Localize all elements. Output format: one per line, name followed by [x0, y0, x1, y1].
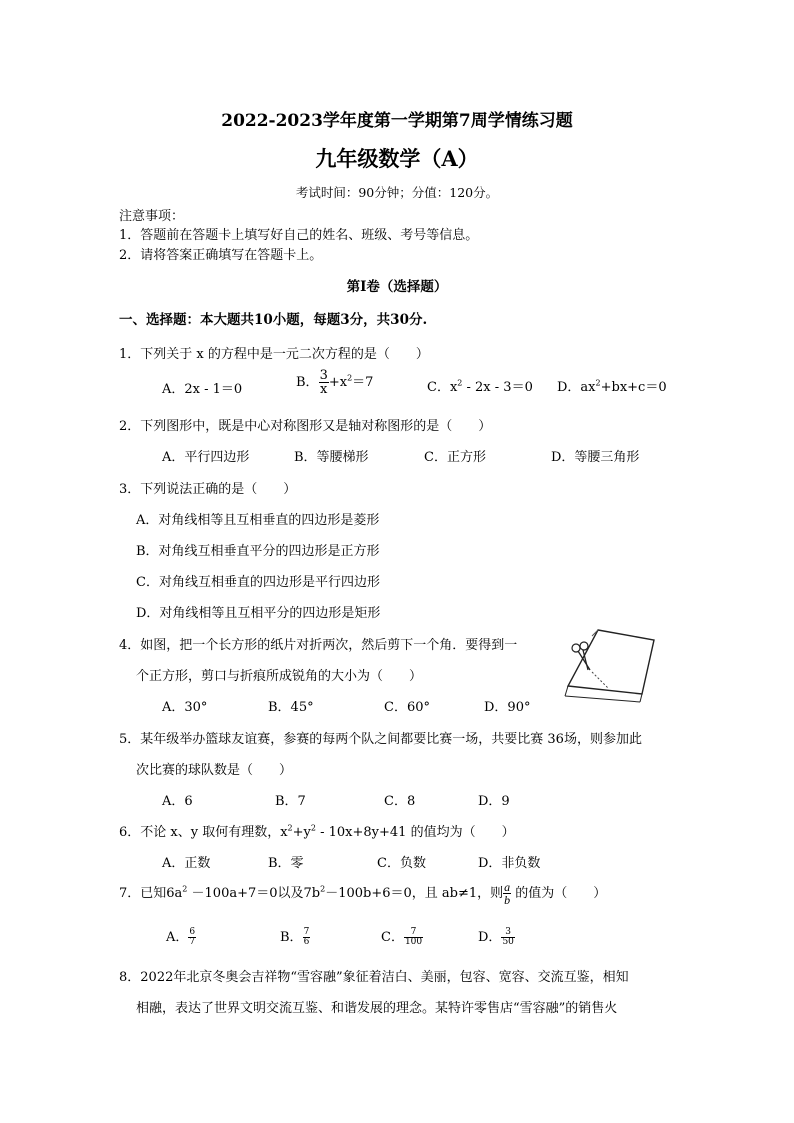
question-5-stem-line-1: 5．某年级举办篮球友谊赛，参赛的每两个队之间都要比赛一场，共要比赛 36场，则参加此	[119, 732, 642, 747]
question-2-option-c: C．正方形	[424, 450, 486, 465]
question-6-option-d: D．非负数	[478, 856, 541, 871]
question-4-stem-line-1: 4．如图，把一个长方形的纸片对折两次，然后剪下一个角．要得到一	[119, 638, 518, 653]
question-7-option-a: A． $\frac{6}{7}$	[166, 927, 196, 947]
question-6-stem: 6．不论 x、y 取何有理数，$x^2+y^2 - 10x+8y+41$ 的值均为（ ）	[119, 823, 515, 840]
question-3-option-d: D．对角线相等且互相平分的四边形是矩形	[136, 606, 381, 621]
question-6-option-c: C．负数	[377, 856, 426, 871]
question-3-stem: 3．下列说法正确的是（ ）	[119, 482, 297, 497]
question-7-option-c: C． $\frac{7}{100}$	[381, 927, 423, 947]
question-4-option-b: B．45°	[268, 700, 314, 715]
question-5-option-b: B．7	[275, 794, 306, 809]
question-2-stem: 2．下列图形中，既是中心对称图形又是轴对称图形的是（ ）	[119, 419, 492, 434]
question-1-stem: 1．下列关于 x 的方程中是一元二次方程的是（ ）	[119, 347, 429, 362]
question-5-stem-line-2: 次比赛的球队数是（ ）	[136, 763, 293, 778]
question-4-stem-line-2: 个正方形，剪口与折痕所成锐角的大小为（ ）	[136, 669, 423, 684]
question-8-line-2: 相融，表达了世界文明交流互鉴、和谐发展的理念。某特许零售店“雪容融”的销售火	[136, 1001, 618, 1016]
question-7-stem: 7．已知$6a^2 -100a+7=0$以及$7b^2-100b+6=0$，且 ab≠1，则 $\frac{a}{b}$ 的值为（ ）	[119, 880, 607, 907]
question-5-option-a: A．6	[162, 794, 193, 809]
volume-title: 第Ⅰ卷（选择题）	[346, 279, 448, 295]
notice-item-1: 1．答题前在答题卡上填写好自己的姓名、班级、考号等信息。	[119, 228, 479, 243]
question-4-option-a: A．30°	[162, 700, 208, 715]
section-heading: 一、选择题：本大题共10小题，每题3分，共30分.	[119, 312, 428, 328]
question-2-option-b: B．等腰梯形	[294, 450, 369, 465]
folded-paper-figure	[562, 626, 658, 704]
question-7-option-d: D． $\frac{3}{50}$	[478, 927, 514, 947]
question-1-option-b: B． $\frac{3}{x}$ $+x^2=7$	[296, 368, 374, 397]
notice-label: 注意事项：	[119, 209, 185, 224]
question-3-option-a: A．对角线相等且互相垂直的四边形是菱形	[136, 513, 380, 528]
question-3-option-c: C．对角线互相垂直的四边形是平行四边形	[136, 575, 380, 590]
question-1-option-c: C．$x^2 - 2x - 3=0$	[427, 378, 533, 395]
exam-title: 2022-2023学年度第一学期第7周学情练习题	[221, 111, 573, 131]
question-5-option-c: C．8	[384, 794, 416, 809]
question-5-option-d: D．9	[478, 794, 510, 809]
question-2-option-d: D．等腰三角形	[551, 450, 640, 465]
question-4-option-d: D．90°	[484, 700, 531, 715]
exam-subject: 九年级数学（A）	[315, 146, 479, 171]
question-3-option-b: B．对角线互相垂直平分的四边形是正方形	[136, 544, 380, 559]
question-4-option-c: C．60°	[384, 700, 430, 715]
question-1-option-a: A．2x - 1＝0	[162, 382, 243, 397]
question-7-option-b: B． $\frac{7}{6}$	[280, 927, 310, 947]
question-8-line-1: 8．2022年北京冬奥会吉祥物“雪容融”象征着洁白、美丽，包容、宽容、交流互鉴，相知	[119, 970, 629, 985]
question-6-option-a: A．正数	[162, 856, 211, 871]
time-info: 考试时间：90分钟；分值：120分。	[295, 185, 499, 200]
notice-item-2: 2．请将答案正确填写在答题卡上。	[119, 248, 323, 263]
question-2-option-a: A．平行四边形	[162, 450, 250, 465]
question-6-option-b: B．零	[268, 856, 304, 871]
question-1-option-d: D．$ax^2+bx+c=0$	[557, 378, 667, 395]
